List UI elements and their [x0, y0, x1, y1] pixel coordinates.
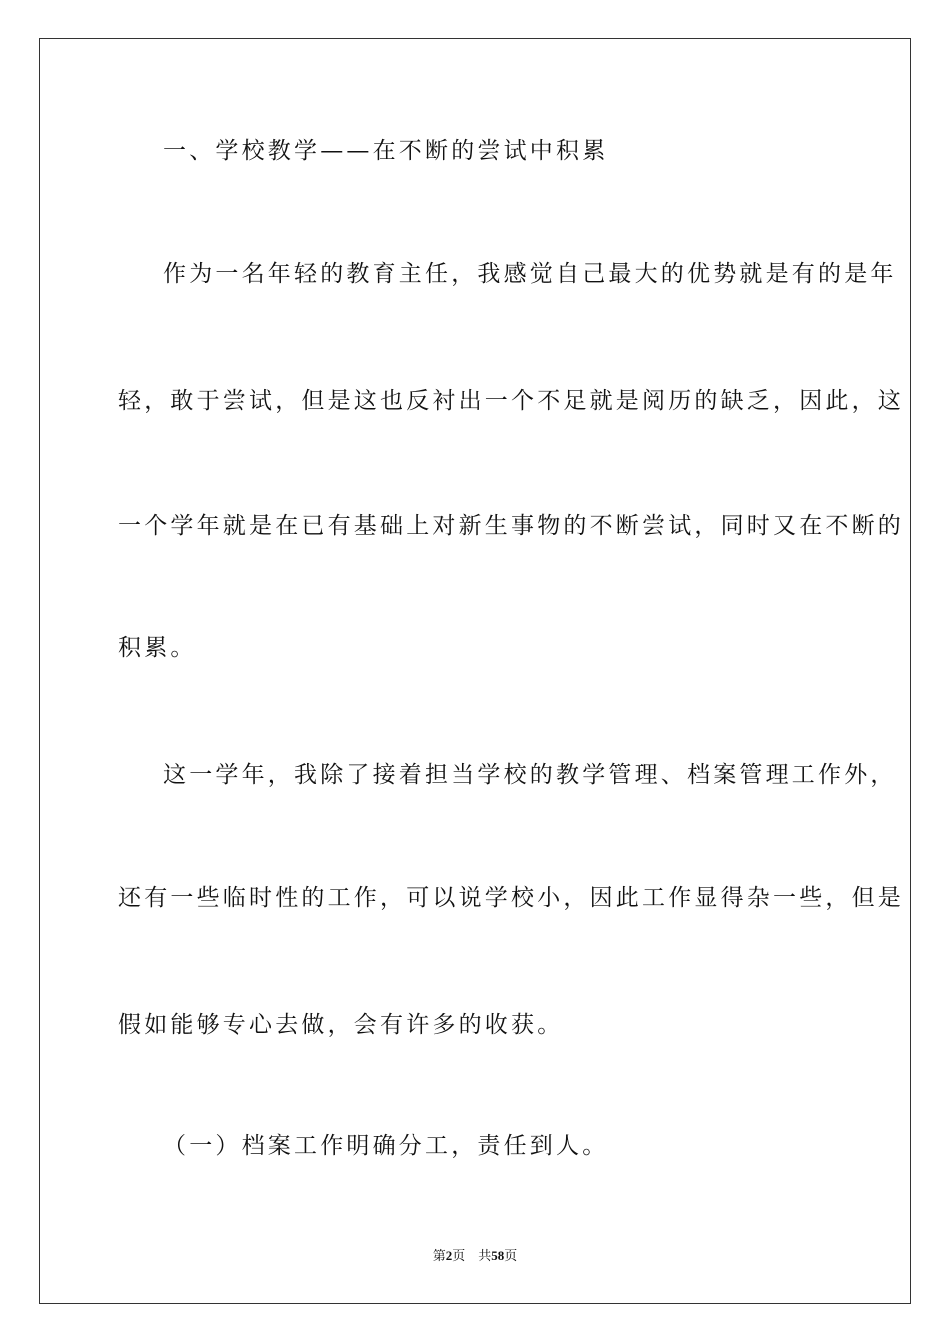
footer-page-number: 2 [445, 1248, 453, 1263]
footer-page-suffix: 页 [452, 1248, 466, 1263]
footer-page-prefix: 第 [432, 1248, 446, 1263]
paragraph-line: 作为一名年轻的教育主任，我感觉自己最大的优势就是有的是年 [163, 261, 897, 287]
paragraph-line: 还有一些临时性的工作，可以说学校小，因此工作显得杂一些，但是 [118, 885, 904, 911]
footer-total-pages: 58 [491, 1248, 505, 1263]
paragraph-line: 积累。 [118, 635, 197, 661]
paragraph-line: 假如能够专心去做，会有许多的收获。 [118, 1012, 564, 1038]
paragraph-line: 一个学年就是在已有基础上对新生事物的不断尝试，同时又在不断的 [118, 513, 904, 539]
subsection-heading: （一）档案工作明确分工，责任到人。 [163, 1133, 609, 1159]
section-heading: 一、学校教学——在不断的尝试中积累 [163, 138, 609, 164]
page-border [39, 38, 911, 1304]
footer-total-prefix: 共 [478, 1248, 492, 1263]
page-footer [0, 1247, 950, 1265]
paragraph-line: 轻，敢于尝试，但是这也反衬出一个不足就是阅历的缺乏，因此，这 [118, 388, 904, 414]
footer-total-suffix: 页 [504, 1248, 518, 1263]
paragraph-line: 这一学年，我除了接着担当学校的教学管理、档案管理工作外， [163, 762, 897, 788]
